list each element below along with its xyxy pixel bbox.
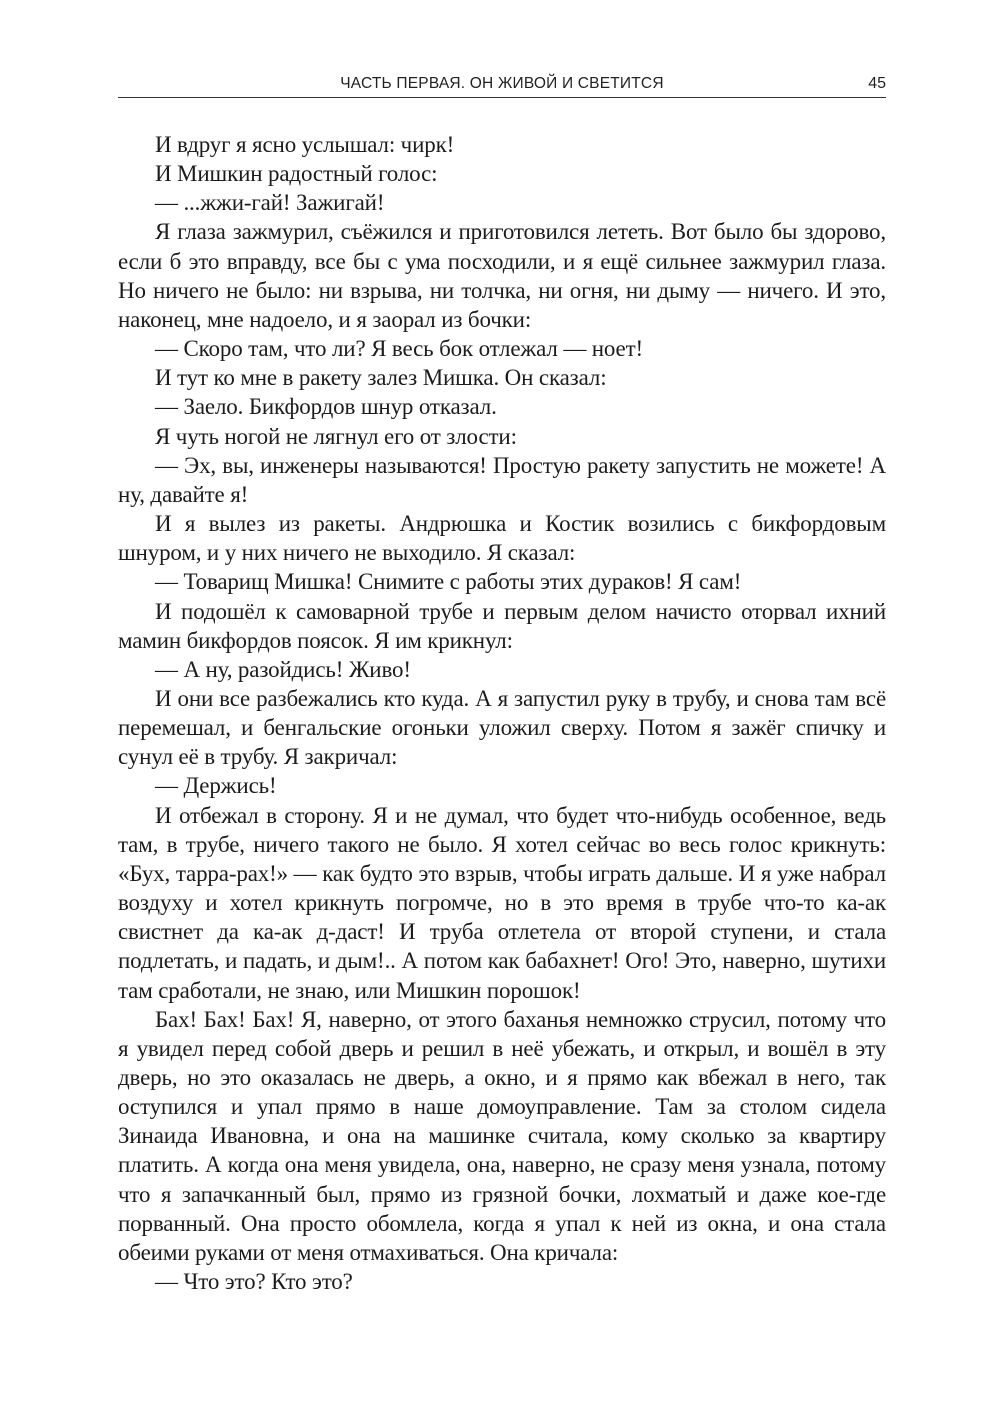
paragraph: И тут ко мне в ракету залез Мишка. Он сказал:: [155, 365, 607, 391]
paragraph: И вдруг я ясно услышал: чирк!: [155, 132, 455, 157]
paragraph: — Эх, вы, инженеры называются! Простую ракету запустить не можете! А ну, давайте я!: [118, 452, 886, 507]
paragraph: И подошёл к самоварной трубе и первым делом начисто оторвал ихний мамин бикфордов поясок. Я им крикнул:: [118, 598, 886, 653]
header-divider: [118, 97, 886, 98]
paragraph: И они все разбежались кто куда. А я запустил руку в трубу, и снова там всё перемешал, и бенгальские огоньки уложил сверху. Потом я зажёг спичку и сунул её в трубу. Я закричал:: [118, 685, 886, 770]
paragraph: — А ну, разойдись! Живо!: [155, 656, 411, 682]
paragraph: — Заело. Бикфордов шнур отказал.: [155, 394, 497, 420]
paragraph: И Мишкин радостный голос:: [155, 161, 438, 187]
paragraph: — ...жжи-гай! Зажигай!: [155, 190, 385, 216]
paragraph: — Что это? Кто это?: [155, 1269, 353, 1295]
chapter-title: ЧАСТЬ ПЕРВАЯ. ОН ЖИВОЙ И СВЕТИТСЯ: [340, 75, 664, 92]
paragraph: — Товарищ Мишка! Снимите с работы этих дураков! Я сам!: [155, 569, 742, 595]
paragraph: И я вылез из ракеты. Андрюшка и Костик возились с бикфордовым шнуром, и у них ничего не выходило. Я сказал:: [118, 511, 886, 566]
paragraph: И отбежал в сторону. Я и не думал, что будет что-нибудь особенное, ведь там, в трубе, ничего такого не было. Я хотел сейчас во весь голос крикнуть: «Бух, тарра-рах!» — как будто это взрыв, чтобы играть дальше. И я уже набрал воздуху и хотел крикнуть погромче, но в это время в трубе что-то ка-ак свистнет да ка-ак д-даст! И труба отлетела от второй ступени, и стала подлетать, и падать, и дым!.. А потом как бабахнет! Ого! Это, наверно, шутихи там сработали, не знаю, или Мишкин порошок!: [118, 802, 886, 1003]
paragraph: — Скоро там, что ли? Я весь бок отлежал — ноет!: [155, 336, 644, 362]
paragraph: Бах! Бах! Бах! Я, наверно, от этого баханья немножко струсил, потому что я увидел перед собой дверь и решил в неё убежать, и открыл, и вошёл в эту дверь, но это оказалась не дверь, а окно, и я прямо как вбежал в него, так оступился и упал прямо в наше домоуправление. Там за столом сидела Зинаида Ивановна, и она на машинке считала, кому сколько за квартиру платить. А когда она меня увидела, она, наверно, не сразу меня узнала, потому что я запачканный был, прямо из грязной бочки, лохматый и даже кое-где порванный. Она просто обомлела, когда я упал к ней из окна, и она стала обеими руками от меня отмахиваться. Она кричала:: [118, 1006, 886, 1265]
paragraph: — Держись!: [155, 773, 277, 799]
page-number: 45: [868, 75, 886, 92]
body-text: [118, 130, 886, 1296]
paragraph: Я чуть ногой не лягнул его от злости:: [155, 423, 517, 449]
paragraph: Я глаза зажмурил, съёжился и приготовился лететь. Вот было бы здорово, если б это вправду, все бы с ума посходили, и я ещё сильнее зажмурил глаза. Но ничего не было: ни взрыва, ни толчка, ни огня, ни дыму — ничего. И это, наконец, мне надоело, и я заорал из бочки:: [118, 219, 886, 332]
running-header: [118, 74, 886, 96]
